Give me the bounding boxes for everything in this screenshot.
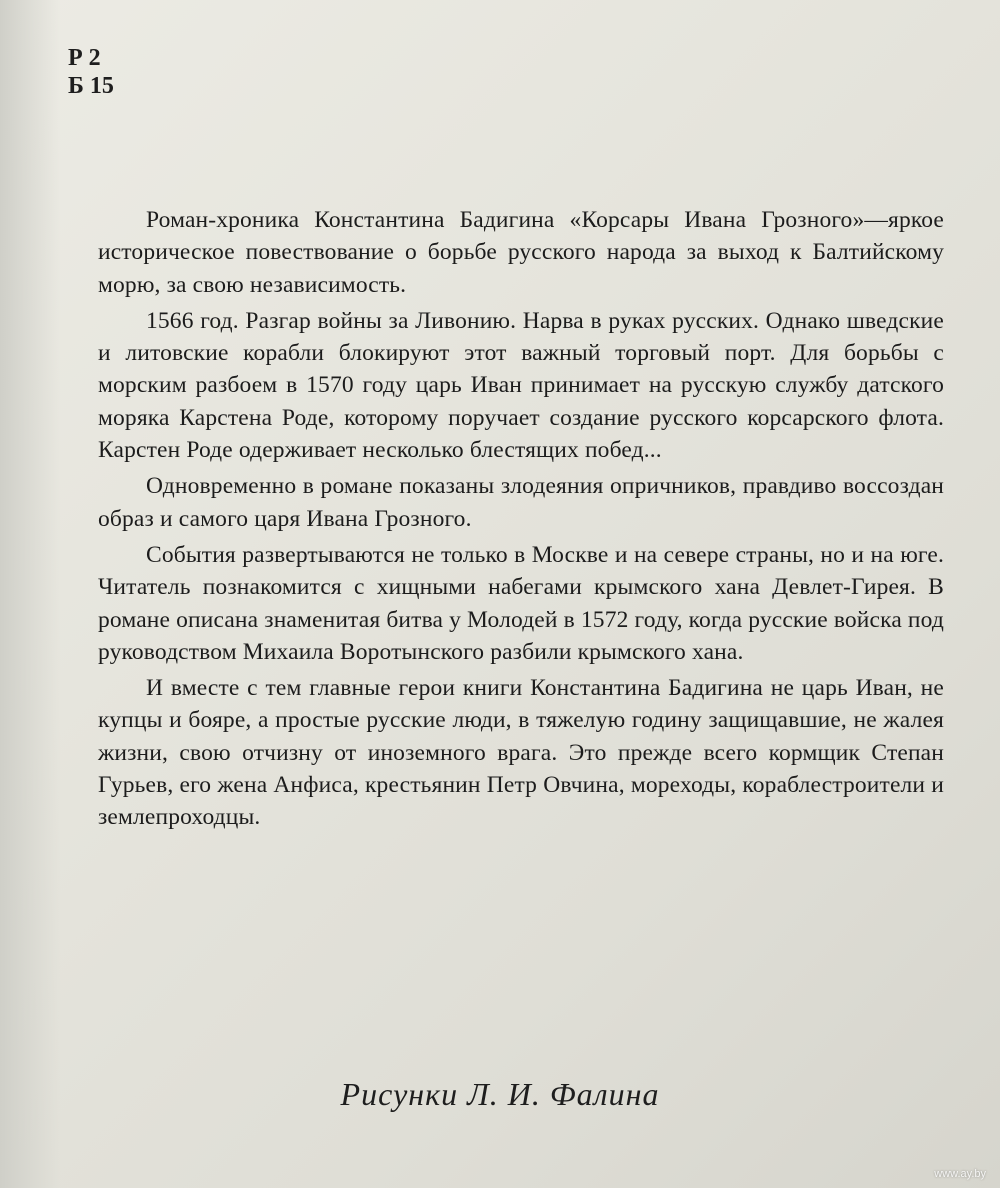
annotation-paragraph-3: Одновременно в романе показаны злодеяния опричников, правдиво воссоздан образ и самого царя Ивана Грозного. [98, 473, 944, 532]
library-classification [68, 44, 114, 100]
site-watermark: www.ay.by [934, 1168, 986, 1180]
book-annotation [98, 204, 944, 838]
annotation-paragraph-1: Роман-хроника Константина Бадигина «Корсары Ивана Грозного»—яркое историческое повествование о борьбе русского народа за выход к Балтийскому морю, за свою независимость. [98, 207, 944, 298]
annotation-paragraph-5: И вместе с тем главные герои книги Константина Бадигина не царь Иван, не купцы и бояре, а простые русские люди, в тяжелую годину защищавшие, не жалея жизни, свою отчизну от иноземного врага. Это прежде всего кормщик Степан Гурьев, его жена Анфиса, крестьянин Петр Овчина, мореходы, кораблестроители и землепроходцы. [98, 675, 944, 831]
annotation-paragraph-4: События развертываются не только в Москве и на севере страны, но и на юге. Читатель познакомится с хищными набегами крымского хана Девлет-Гирея. В романе описана знаменитая битва у Молодей в 1572 году, когда русские войска под руководством Михаила Воротынского разбили крымского хана. [98, 541, 944, 665]
classification-author-mark: Б 15 [68, 73, 114, 99]
illustrator-credit: Рисунки Л. И. Фалина [340, 1076, 660, 1112]
annotation-paragraph-2: 1566 год. Разгар войны за Ливонию. Нарва в руках русских. Однако шведские и литовские корабли блокируют этот важный торговый порт. Для борьбы с морским разбоем в 1570 году царь Иван принимает на русскую службу датского моряка Карстена Роде, которому поручает создание русского корсарского флота. Карстен Роде одерживает несколько блестящих побед... [98, 307, 944, 464]
classification-code-line: Р 2 [68, 45, 101, 71]
